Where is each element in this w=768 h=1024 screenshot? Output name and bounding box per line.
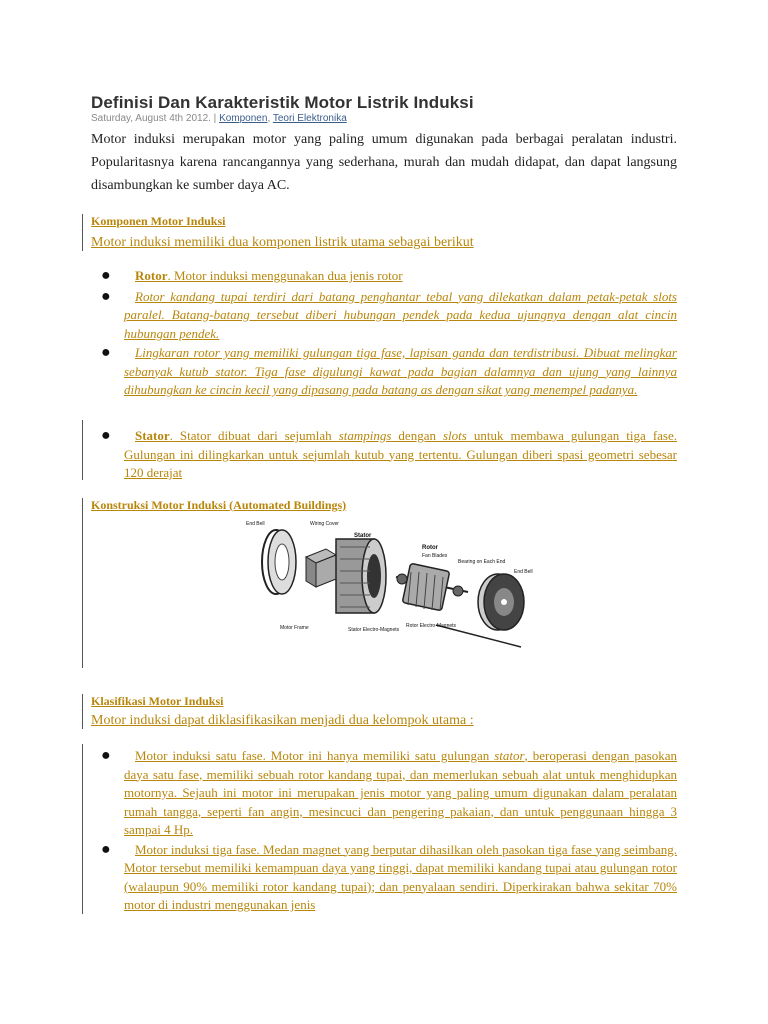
label-wiring-cover: Wiring Cover [310,521,339,527]
list-item-tiga-fase [91,841,677,915]
end-bell-left-icon [262,530,296,594]
rotor-item2-text: Lingkaran rotor yang memiliki gulungan tiga fase, lapisan ganda dan terdistribusi. Dibuat melingkar sebanyak kutub stator. Tiga fase digulungi kawat pada bagian dalamnya dan ujung yang lainnya dihubungkan ke cincin kecil yang dipasang pada batang as dengan sikat yang menempel padanya. [124,345,677,397]
stator-text-1: . Stator dibuat dari sejumlah [169,428,339,443]
bullet-icon: ● [101,344,111,361]
konstruksi-heading: Konstruksi Motor Induksi (Automated Buildings) [91,498,347,512]
klasifikasi-subline: Motor induksi dapat diklasifikasikan menjadi dua kelompok utama : [91,713,474,728]
klasifikasi-section [82,694,676,729]
post-title: Definisi Dan Karakteristik Motor Listrik Induksi [91,93,474,112]
intro-paragraph: Motor induksi merupakan motor yang paling umum digunakan pada berbagai peralatan industri. Popularitasnya karena rancangannya yang sederhana, murah dan mudah didapat, dan dapat langsung disambungkan ke sumber daya AC. [91,132,677,193]
wiring-cover-icon [306,549,336,587]
rotor-label: Rotor [135,268,168,283]
klasifikasi-heading: Klasifikasi Motor Induksi [91,694,224,708]
komponen-section [82,214,676,251]
list-item-rotor-lingkaran [91,344,677,400]
bullet-icon: ● [101,427,111,444]
list-item-rotor [91,267,677,286]
klasifikasi-list [91,747,677,915]
satu-fase-text-b: , beroperasi dengan pasokan daya satu fase, memiliki sebuah rotor kandang tupai, dan memerlukan sebuah alat untuk menghidupkan motornya. Sejauh ini motor ini merupakan jenis motor yang paling umum digunakan dalam peralatan rumah tangga, seperti fan angin, mesincuci dan pengering pakaian, dan untuk penggunaan hingga 3 sampai 4 Hp. [124,748,678,837]
list-item-stator [91,427,677,483]
stator-label: Stator [135,428,170,443]
category-link-komponen[interactable]: Komponen [219,113,268,124]
tiga-fase-text: Motor induksi tiga fase. Medan magnet yang berputar dihasilkan oleh pasokan tiga fase yang seimbang. Motor tersebut memiliki kemampuan daya yang tinggi, dapat memiliki kandang tupai atau gulungan rotor (walaupun 90% memiliki rotor kandang tupai); dan penyalaan sendiri. Diperkirakan bahwa sekitar 70% motor di industri menggunakan jenis [124,841,677,912]
satu-fase-text-a: Motor induksi satu fase. Motor ini hanya memiliki satu gulungan [135,748,495,763]
stator-list [91,427,677,483]
stator-italic-slots: slots [443,428,467,443]
bullet-icon: ● [101,840,111,858]
label-end-bell-right: End Bell [514,569,533,575]
label-bearing: Bearing on Each End [458,559,506,565]
list-item-satu-fase [91,747,677,840]
rotor-item1-text: Rotor kandang tupai terdiri dari batang penghantar tebal yang dilekatkan dalam petak-petak slots paralel. Batang-batang tersebut diberi hubungan pendek pada kedua ujungnya dengan alat cincin hubungan pendek. [124,288,677,341]
category-separator: , [267,113,273,124]
category-link-teori-elektronika[interactable]: Teori Elektronika [272,113,347,124]
stator-italic-stampings: stampings [338,428,392,443]
satu-fase-italic-stator: stator [494,748,525,763]
bullet-icon: ● [101,747,111,764]
komponen-heading: Komponen Motor Induksi [91,214,226,228]
post-date: Saturday, August 4th 2012. | [91,113,220,124]
post-meta [91,113,347,124]
label-end-bell-left: End Bell [246,521,265,527]
end-bell-right-icon [478,574,524,630]
rotor-icon [396,563,468,611]
motor-diagram [236,517,548,663]
label-stator: Stator [354,533,372,539]
label-rotor-magnets: Rotor Electro-Magnets [406,623,457,629]
komponen-subline: Motor induksi memiliki dua komponen listrik utama sebagai berikut [91,235,474,250]
bullet-icon: ● [101,267,111,284]
label-motor-frame: Motor Frame [280,625,309,631]
stator-text-2: dengan [391,428,443,443]
rotor-list [91,267,677,400]
label-rotor: Rotor [422,545,438,551]
stator-icon [336,539,386,613]
label-fan-blades: Fan Blades [422,553,448,559]
list-item-rotor-kandang [91,288,677,344]
label-stator-magnets: Stator Electro-Magnets [348,627,400,633]
rotor-text: . Motor induksi menggunakan dua jenis rotor [167,268,403,283]
stator-text-3: untuk membawa gulungan tiga fase. Gulungan ini dilingkarkan untuk sejumlah kutub yang tertentu. Gulungan diberi spasi geometri sebesar 120 derajat [124,428,677,480]
bullet-icon: ● [101,287,111,305]
